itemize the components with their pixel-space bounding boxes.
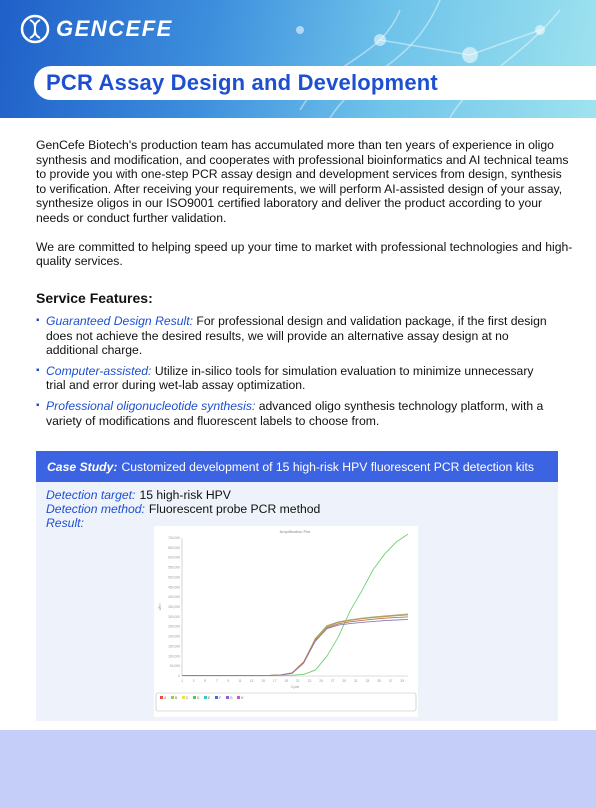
y-tick-label: 400,000	[168, 595, 180, 600]
amplification-chart-svg	[154, 526, 418, 717]
y-tick-label: 550,000	[168, 565, 180, 570]
amplification-chart	[154, 526, 418, 717]
x-tick-label: 31	[354, 679, 358, 683]
legend-label: A	[164, 696, 167, 700]
x-tick-label: 5	[204, 679, 207, 683]
x-axis-label: Cycle	[290, 685, 300, 689]
feature-key: Computer-assisted:	[46, 363, 152, 378]
case-study-header	[36, 451, 558, 482]
feature-key: Professional oligonucleotide synthesis:	[46, 398, 256, 413]
y-tick-label: 150,000	[168, 644, 180, 649]
x-tick-label: 21	[296, 679, 300, 683]
feature-text: Utilize in-silico tools for simulation evaluation to minimize unnecessary trial and error during wet-lab assay optimization.	[46, 363, 534, 393]
y-tick-label: 200,000	[168, 634, 180, 639]
y-tick-label: 600,000	[168, 555, 180, 560]
x-tick-label: 9	[227, 679, 230, 683]
legend-swatch	[171, 696, 174, 699]
series-line-0	[182, 534, 408, 675]
bullet-icon: ▪	[36, 399, 40, 411]
x-tick-label: 27	[330, 679, 335, 683]
x-tick-label: 15	[261, 679, 265, 683]
legend-swatch	[226, 696, 229, 699]
case-study-label: Case Study:	[47, 459, 118, 474]
y-tick-label: 350,000	[168, 605, 180, 609]
x-tick-label: 11	[238, 679, 242, 683]
legend-swatch	[160, 696, 163, 699]
detection-target-value: 15 high-risk HPV	[139, 488, 231, 502]
footer-band	[0, 730, 596, 808]
page-title: PCR Assay Design and Development	[46, 70, 438, 95]
legend-swatch	[182, 696, 185, 699]
features-heading: Service Features:	[36, 290, 153, 306]
x-tick-label: 29	[342, 679, 347, 683]
x-tick-label: 39	[400, 679, 405, 683]
feature-item	[36, 364, 556, 393]
y-tick-label: 250,000	[168, 624, 180, 629]
y-tick-label: 300,000	[168, 614, 180, 619]
legend-label: H	[241, 696, 244, 700]
case-study-body	[36, 482, 558, 721]
y-tick-label: 700,000	[168, 536, 180, 540]
detection-method-value: Fluorescent probe PCR method	[148, 502, 321, 516]
feature-item	[36, 399, 556, 428]
chart-title: Amplification Plot	[279, 529, 311, 534]
detection-method-label: Detection method:	[46, 502, 145, 516]
feature-key: Guaranteed Design Result:	[46, 314, 194, 328]
y-tick-label: 0	[178, 674, 180, 678]
x-tick-label: 37	[388, 679, 393, 683]
x-tick-label: 19	[284, 679, 289, 683]
detection-method-line	[46, 502, 320, 516]
x-tick-label: 17	[272, 679, 277, 683]
page-title-pill	[34, 66, 596, 100]
legend-label: B	[175, 696, 178, 700]
dna-helix-icon	[20, 14, 50, 44]
series-line-1	[182, 614, 408, 676]
legend-swatch	[237, 696, 240, 699]
x-tick-label: 1	[181, 679, 183, 683]
x-tick-label: 33	[365, 679, 370, 683]
features-list	[36, 314, 556, 434]
x-tick-label: 3	[192, 679, 195, 683]
y-tick-label: 650,000	[168, 545, 180, 550]
legend-swatch	[215, 696, 218, 699]
bullet-icon: ▪	[36, 364, 40, 376]
header-banner	[0, 0, 596, 118]
x-tick-label: 23	[307, 679, 312, 683]
detection-target-label: Detection target:	[46, 488, 136, 502]
series-line-2	[182, 617, 408, 676]
legend-label: C	[186, 696, 189, 700]
x-tick-label: 35	[377, 679, 381, 683]
legend-box	[156, 693, 416, 711]
y-tick-label: 450,000	[168, 585, 180, 590]
bullet-icon: ▪	[36, 315, 40, 326]
brand-name: GENCEFE	[56, 16, 173, 41]
intro-paragraph-1: GenCefe Biotech's production team has accumulated more than ten years of experience in oligo synthesis and modification, and cooperates with professional bioinformatics and AI technical teams to provide you with one-step PCR assay design and development services from design, synthesis to verification. After receiving your requirements, we will perform AI-assisted design of your assay, synthesize oligos in our ISO9001 certified laboratory and deliver the product according to your needs or conduct further validation.	[36, 138, 569, 225]
result-line	[46, 516, 88, 530]
legend-swatch	[204, 696, 207, 699]
result-label: Result:	[46, 516, 84, 530]
legend-swatch	[193, 696, 196, 699]
legend-label: G	[230, 696, 233, 700]
feature-text: advanced oligo synthesis technology platform, with a variety of modifications and fluorescent labels to choose from.	[46, 398, 544, 428]
x-tick-label: 7	[215, 679, 218, 683]
feature-text: For professional design and validation package, if the first design does not achieve the desired results, we will provide an alternative assay design at no additional charge.	[46, 314, 547, 358]
y-axis-label: ΔRn	[158, 603, 162, 611]
legend-label: F	[219, 696, 222, 700]
series-line-3	[182, 615, 408, 676]
y-tick-label: 100,000	[168, 654, 180, 659]
y-tick-label: 50,000	[169, 664, 180, 669]
legend-label: E	[208, 696, 211, 700]
case-study-title: Customized development of 15 high-risk HPV fluorescent PCR detection kits	[121, 459, 534, 474]
y-tick-label: 500,000	[168, 575, 180, 580]
legend-label: D	[197, 696, 200, 700]
intro-section	[36, 138, 574, 269]
x-tick-label: 13	[249, 679, 254, 683]
intro-paragraph-2: We are committed to helping speed up your time to market with professional technologies and high-quality services.	[36, 239, 573, 269]
series-line-4	[182, 619, 408, 675]
brand-logo[interactable]	[20, 14, 173, 44]
x-tick-label: 25	[319, 679, 323, 683]
feature-item	[36, 314, 556, 358]
detection-target-line	[46, 488, 231, 502]
